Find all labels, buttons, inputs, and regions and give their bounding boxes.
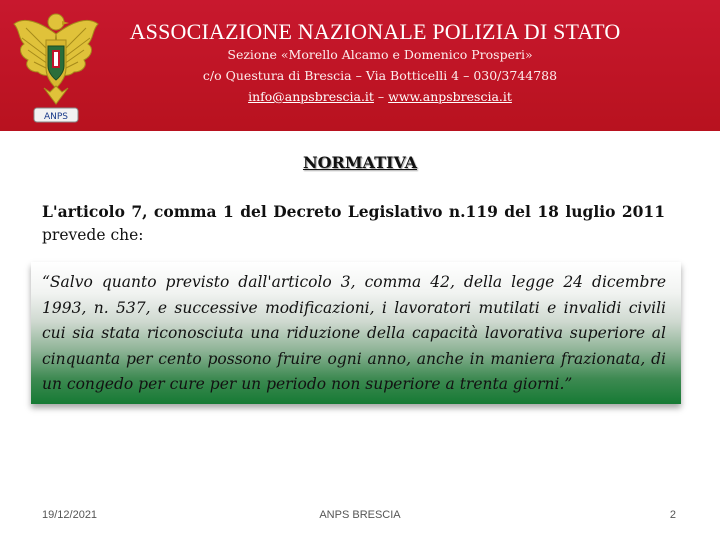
section-name: Sezione «Morello Alcamo e Domenico Prosperi»	[227, 47, 533, 62]
website-link[interactable]: www.anpsbrescia.it	[388, 89, 512, 104]
logo-text: ANPS	[43, 112, 69, 122]
header-banner	[0, 0, 720, 131]
intro-rest-text: prevede che:	[42, 226, 144, 244]
page-number: 2	[669, 509, 676, 521]
law-quote: “Salvo quanto previsto dall'articolo 3, comma 42, della legge 24 dicembre 1993, n. 537, e successive modificazioni, i lavoratori mutilati e invalidi civili cui sia stata riconosciuta una riduzione della capacità lavorativa superiore al cinquanta per cento possono fruire ogni anno, anche in maniera frazionata, di un congedo per cure per un periodo non superiore a trenta giorni.”	[42, 273, 666, 394]
contact-line	[180, 89, 580, 104]
association-title: ASSOCIAZIONE NAZIONALE POLIZIA DI STATO	[129, 19, 621, 44]
section-heading: NORMATIVA	[302, 153, 418, 172]
email-link[interactable]: info@anpsbrescia.it	[248, 89, 374, 104]
contact-separator: –	[373, 89, 389, 104]
footer-center-label: ANPS BRESCIA	[319, 509, 401, 521]
intro-bold-text: L'articolo 7, comma 1 del Decreto Legislativo n.119 del 18 luglio 2011	[42, 202, 665, 221]
footer-date: 19/12/2021	[42, 509, 98, 521]
address-line: c/o Questura di Brescia – Via Botticelli 4 – 030/3744788	[202, 68, 558, 83]
intro-paragraph	[42, 200, 665, 247]
eagle-emblem-icon	[6, 4, 106, 128]
